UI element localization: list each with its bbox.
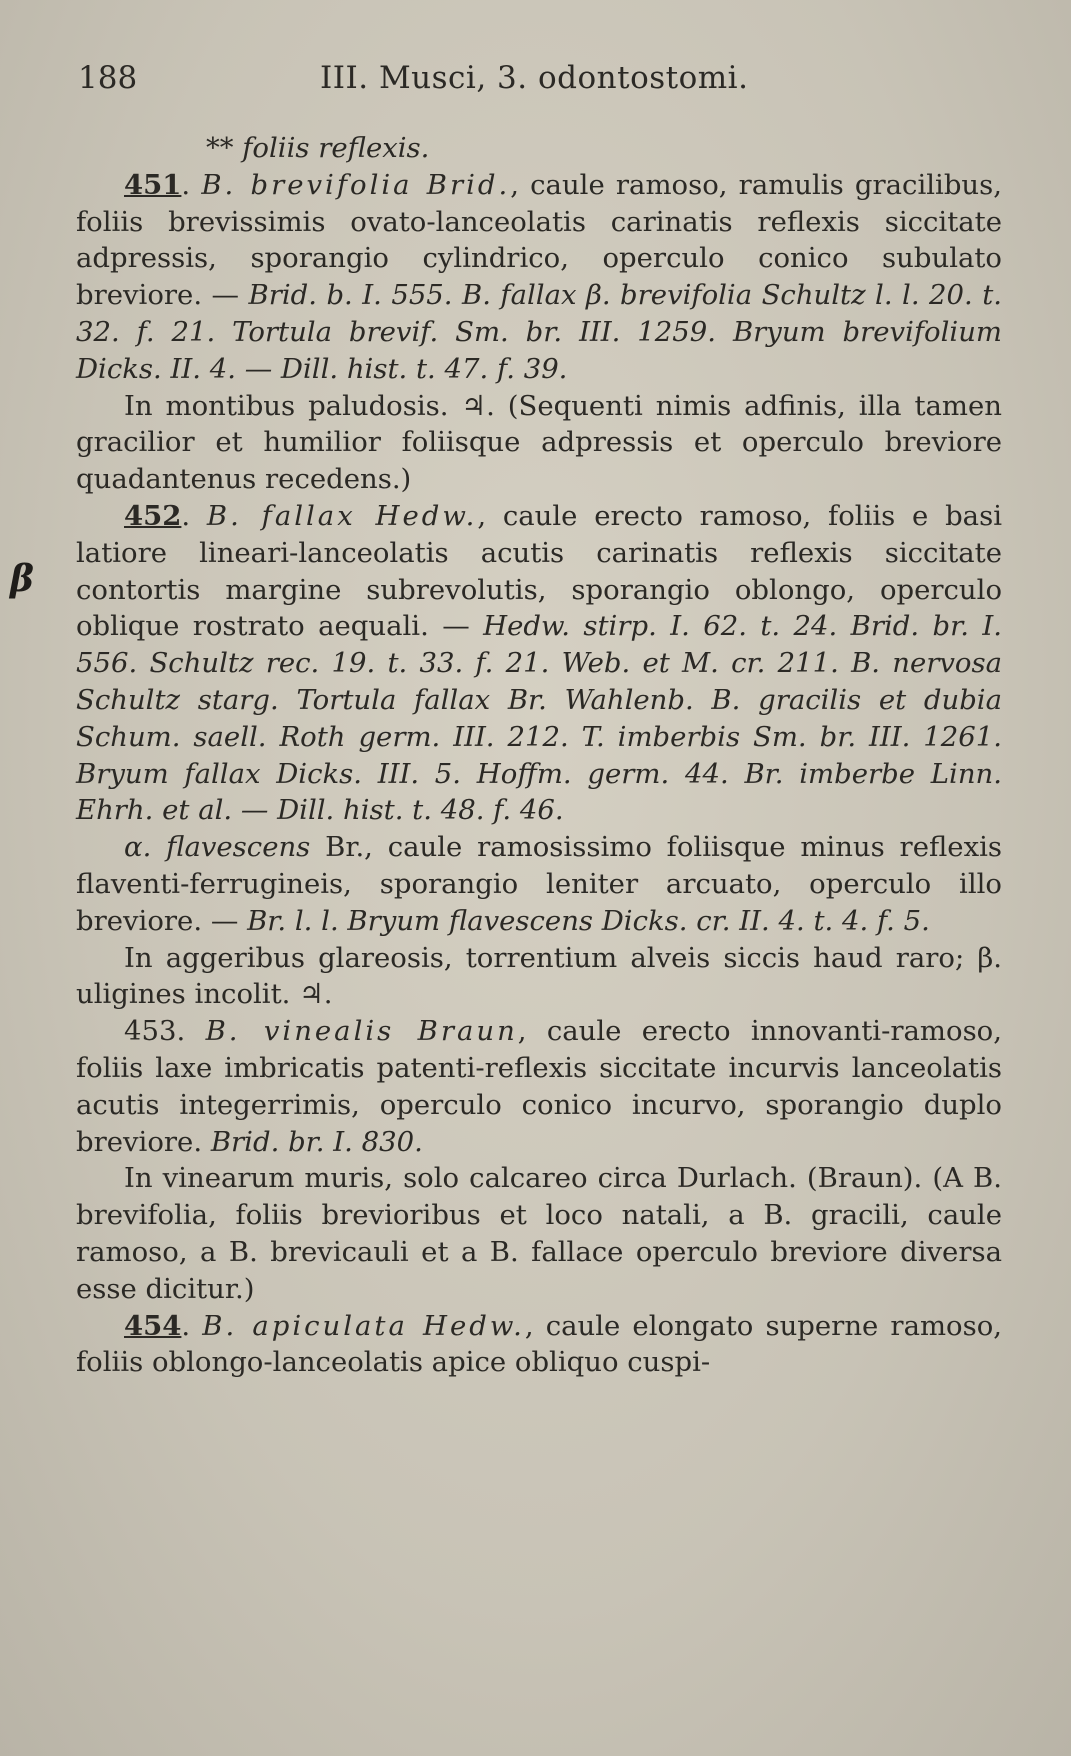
species-variety bbox=[76, 829, 1002, 939]
species-diagnosis: , caule erecto innovanti-ramoso, foliis laxe imbricatis patenti-reflexis siccitate incurvis lanceolatis acutis integerrimis, operculo conico incurvo, sporangio duplo breviore. bbox=[76, 1015, 1002, 1158]
entry-number: 452 bbox=[124, 499, 182, 532]
species-name: B. fallax Hedw. bbox=[206, 499, 478, 532]
species-references: Brid. br. I. 830. bbox=[210, 1125, 423, 1158]
species-entry-453 bbox=[76, 1013, 1002, 1160]
margin-annotation: β bbox=[10, 558, 34, 600]
species-habitat: In aggeribus glareosis, torrentium alveis siccis haud raro; β. uligines incolit. ♃. bbox=[76, 941, 1002, 1011]
species-diagnosis: , caule elongato superne ramoso, foliis oblongo-lanceolatis apice obliquo cuspi- bbox=[76, 1309, 1003, 1379]
species-name: B. vinealis Braun bbox=[205, 1015, 518, 1048]
variety-label: α. flavescens bbox=[124, 831, 311, 864]
running-head: III. Musci, 3. odontostomi. bbox=[320, 60, 749, 96]
species-habitat: In montibus paludosis. ♃. (Sequenti nimis adfinis, illa tamen gracilior et humilior foliisque adpressis et operculo breviore quadantenus recedens.) bbox=[76, 389, 1002, 496]
species-diagnosis: , caule erecto ramoso, foliis e basi latiore lineari-lanceolatis acutis carinatis reflexis siccitate contortis margine subrevolutis, sporangio oblongo, operculo oblique rostrato aequali. — bbox=[76, 499, 1002, 643]
species-entry-454: 454. B. apiculata Hedw., caule elongato superne ramoso, foliis oblongo-lanceolatis apice obliquo cuspi- bbox=[76, 1309, 1003, 1379]
species-habitat: In vinearum muris, solo calcareo circa Durlach. (Braun). (A B. brevifolia, foliis brevioribus et loco natali, a B. gracili, caule ramoso, a B. brevicauli et a B. fallace operculo breviore diversa esse dicitur.) bbox=[76, 1162, 1002, 1305]
species-references: Brid. b. I. 555. B. fallax β. brevifolia Schultz l. l. 20. t. 32. f. 21. Tortula brevif. Sm. br. III. 1259. Bryum brevifolium Dicks. II. 4. — Dill. hist. t. 47. f. 39. bbox=[76, 279, 1003, 385]
species-entry-451: 451. B. brevifolia Brid., caule ramoso, ramulis gracilibus, foliis brevissimis ovato-lanceolatis carinatis reflexis siccitate adpressis, sporangio cylindrico, operculo conico subulato breviore. — Brid. b. I. 555. B. fallax β. brevifolia Schultz l. l. 20. t. 32. f. 21. Tortula brevif. Sm. br. III. 1259. Bryum brevifolium Dicks. II. 4. — Dill. hist. t. 47. f. 39. bbox=[76, 168, 1003, 385]
page-header bbox=[78, 56, 993, 100]
section-subheading: ** foliis reflexis. bbox=[206, 132, 430, 164]
entry-number: 451 bbox=[124, 168, 182, 201]
page-number: 188 bbox=[78, 60, 138, 96]
species-name: B. apiculata Hedw. bbox=[202, 1309, 525, 1342]
entry-number: 454 bbox=[124, 1309, 182, 1342]
species-references: Hedw. stirp. I. 62. t. 24. Brid. br. I. 556. Schultz rec. 19. t. 33. f. 21. Web. et M. cr. 211. B. nervosa Schultz starg. Tortula fallax Br. Wahlenb. B. gracilis et dubia Schum. saell. Roth germ. III. 212. T. imberbis Sm. br. III. 1261. Bryum fallax Dicks. III. 5. Hoffm. germ. 44. Br. imberbe Linn. Ehrh. et al. — Dill. hist. t. 48. f. 46. bbox=[76, 610, 1002, 827]
species-diagnosis: , caule ramoso, ramulis gracilibus, foliis brevissimis ovato-lanceolatis carinatis reflexis siccitate adpressis, sporangio cylindrico, operculo conico subulato breviore. — bbox=[76, 168, 1002, 312]
entry-number: 453. bbox=[124, 1015, 186, 1048]
body-text bbox=[76, 130, 1002, 1381]
species-name: B. brevifolia Brid. bbox=[201, 168, 511, 201]
species-entry-452: 452. B. fallax Hedw., caule erecto ramoso, foliis e basi latiore lineari-lanceolatis acutis carinatis reflexis siccitate contortis margine subrevolutis, sporangio oblongo, operculo oblique rostrato aequali. — Hedw. stirp. I. 62. t. 24. Brid. br. I. 556. Schultz rec. 19. t. 33. f. 21. Web. et M. cr. 211. B. nervosa Schultz starg. Tortula fallax Br. Wahlenb. B. gracilis et dubia Schum. saell. Roth germ. III. 212. T. imberbis Sm. br. III. 1261. Bryum fallax Dicks. III. 5. Hoffm. germ. 44. Br. imberbe Linn. Ehrh. et al. — Dill. hist. t. 48. f. 46. bbox=[76, 499, 1002, 827]
variety-diagnosis: Br., caule ramosissimo foliisque minus reflexis flaventi-ferrugineis, sporangio leniter arcuato, operculo illo breviore. — bbox=[76, 831, 1002, 937]
variety-references: Br. l. l. Bryum flavescens Dicks. cr. II. 4. t. 4. f. 5. bbox=[247, 904, 930, 937]
